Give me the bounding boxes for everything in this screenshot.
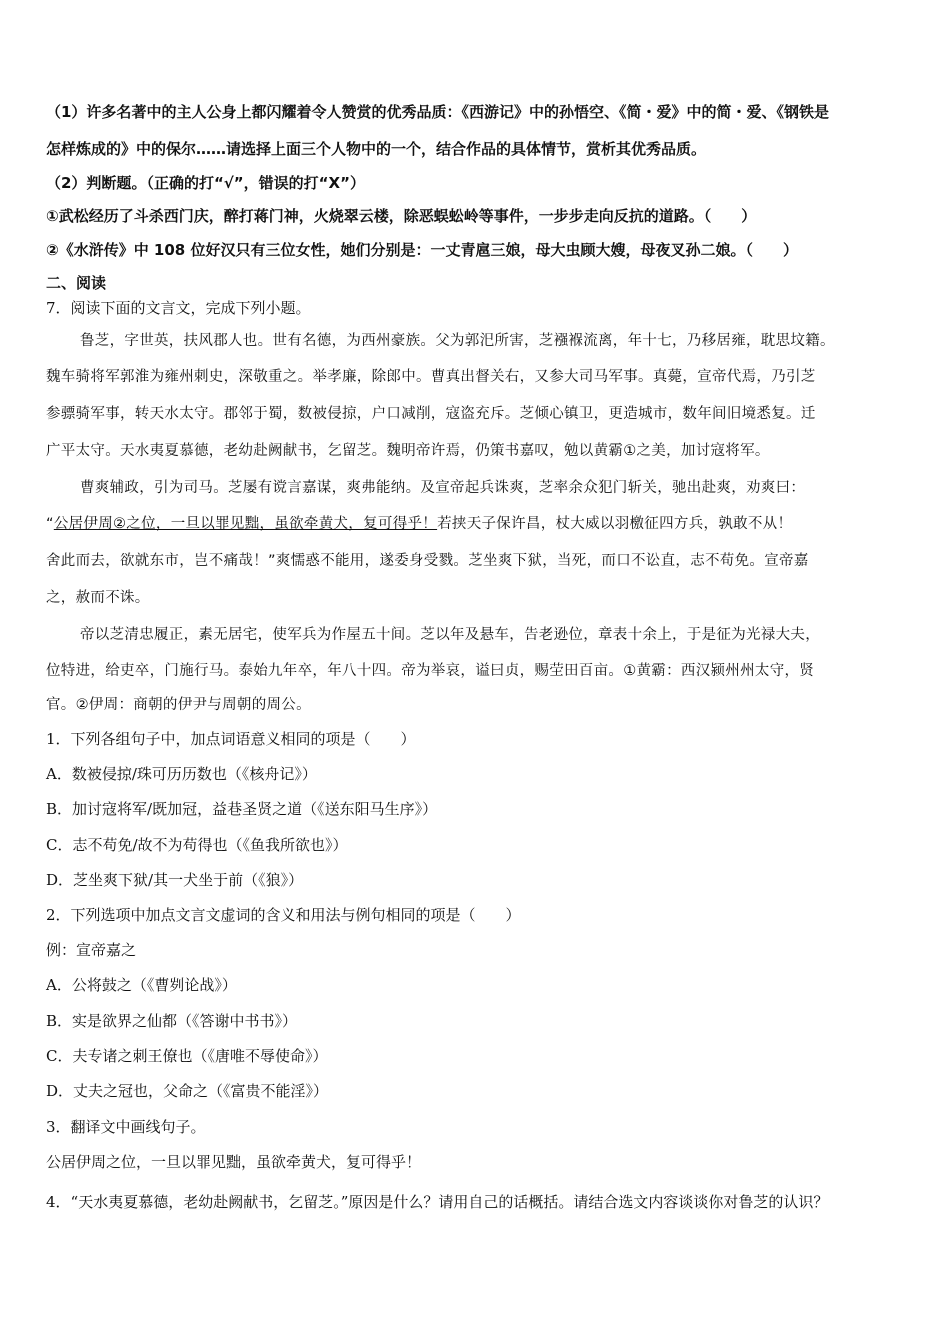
passage-p2-line1: 曹爽辅政，引为司马。芝屡有谠言嘉谋，爽弗能纳。及宣帝起兵诛爽，芝率余众犯门斩关，驰出赴爽，劝爽曰： bbox=[80, 480, 806, 496]
q2-option-c: C．夫专诸之刺王僚也（《唐唯不辱使命》） bbox=[46, 1047, 328, 1065]
passage-p2-line2 bbox=[46, 513, 912, 535]
q1-text-line2: 怎样炼成的》中的保尔……请选择上面三个人物中的一个，结合作品的具体情节，赏析其优秀品质。 bbox=[46, 140, 707, 158]
passage-p2-line4: 之，赦而不诛。 bbox=[46, 590, 150, 606]
section-heading: 二、阅读 bbox=[46, 274, 107, 292]
q1-stem: 1．下列各组句子中，加点词语意义相同的项是（ ） bbox=[46, 730, 416, 748]
q4-stem: 4．“天水夷夏慕德，老幼赴阙献书，乞留芝。”原因是什么？请用自己的话概括。请结合选文内容谈谈你对鲁芝的认识？ bbox=[46, 1193, 829, 1211]
passage-p1-line2: 魏车骑将军郭淮为雍州刺史，深敬重之。举孝廉，除郎中。曹真出督关右，又参大司马军事。真薨，宣帝代焉，乃引芝 bbox=[46, 369, 816, 385]
q1-option-d: D．芝坐爽下狱/其一犬坐于前（《狼》） bbox=[46, 871, 304, 889]
passage-p3-line2: 位特进，给吏卒，门施行马。泰始九年卒，年八十四。帝为举哀，谥曰贞，赐茔田百亩。①黄霸：西汉颍州州太守，贤 bbox=[46, 663, 815, 679]
q2-item1: ①武松经历了斗杀西门庆，醉打蒋门神，火烧翠云楼，除恶蜈蚣岭等事件，一步步走向反抗的道路。（ ） bbox=[46, 207, 757, 225]
passage-p1-line1: 鲁芝，字世英，扶风郡人也。世有名德，为西州豪族。父为郭汜所害，芝襁褓流离，年十七，乃移居雍，耽思坟籍。 bbox=[80, 333, 835, 349]
question-7-intro: 7．阅读下面的文言文，完成下列小题。 bbox=[46, 299, 311, 317]
q2-option-b: B．实是欲界之仙都（《答谢中书书》） bbox=[46, 1012, 298, 1030]
q3-stem: 3．翻译文中画线句子。 bbox=[46, 1118, 206, 1136]
q2-stem: 2．下列选项中加点文言文虚词的含义和用法与例句相同的项是（ ） bbox=[46, 906, 521, 924]
passage-p1-line4: 广平太守。天水夷夏慕德，老幼赴阙献书，乞留芝。魏明帝许焉，仍策书嘉叹，勉以黄霸①之美，加讨寇将军。 bbox=[46, 443, 770, 459]
passage-p2-line3: 舍此而去，欲就东市，岂不痛哉！”爽懦惑不能用，遂委身受戮。芝坐爽下狱，当死，而口不讼直，志不苟免。宣帝嘉 bbox=[46, 553, 809, 569]
q1-option-b: B．加讨寇将军/既加冠，益巷圣贤之道（《送东阳马生序》） bbox=[46, 800, 438, 818]
q2-title: （2）判断题。（正确的打“√”，错误的打“X”） bbox=[46, 174, 365, 192]
open-quote: “ bbox=[46, 516, 54, 532]
q2-option-a: A．公将鼓之（《曹刿论战》） bbox=[46, 976, 237, 994]
passage-p3-line3: 官。②伊周：商朝的伊尹与周朝的周公。 bbox=[46, 697, 311, 713]
q2-item2: ②《水浒传》中 108 位好汉只有三位女性，她们分别是：一丈青扈三娘，母大虫顾大嫂，母夜叉孙二娘。（ ） bbox=[46, 241, 798, 259]
q3-sentence: 公居伊周之位，一旦以罪见黜，虽欲牵黄犬，复可得乎！ bbox=[46, 1153, 422, 1171]
underlined-sentence: 公居伊周②之位，一旦以罪见黜，虽欲牵黄犬，复可得乎！ bbox=[53, 516, 438, 532]
q1-option-a: A．数被侵掠/珠可历历数也（《核舟记》） bbox=[46, 765, 317, 783]
q1-text-line1: （1）许多名著中的主人公身上都闪耀着令人赞赏的优秀品质：《西游记》中的孙悟空、《简・爱》中的简・爱、《钢铁是 bbox=[46, 103, 829, 121]
q1-option-c: C．志不苟免/故不为苟得也（《鱼我所欲也》） bbox=[46, 836, 348, 854]
q2-option-d: D．丈夫之冠也，父命之（《富贵不能淫》） bbox=[46, 1082, 329, 1100]
passage-p1-line3: 参骠骑军事，转天水太守。郡邻于蜀，数被侵掠，户口减削，寇盗充斥。芝倾心镇卫，更造城市，数年间旧境悉复。迁 bbox=[46, 406, 816, 422]
q2-example: 例：宣帝嘉之 bbox=[46, 941, 137, 959]
passage-p3-line1: 帝以芝清忠履正，素无居宅，使军兵为作屋五十间。芝以年及悬车，告老逊位，章表十余上，于是征为光禄大夫， bbox=[80, 627, 820, 643]
passage-p2-line2-rest: 若挟天子保许昌，杖大威以羽檄征四方兵，孰敢不从！ bbox=[437, 516, 793, 532]
